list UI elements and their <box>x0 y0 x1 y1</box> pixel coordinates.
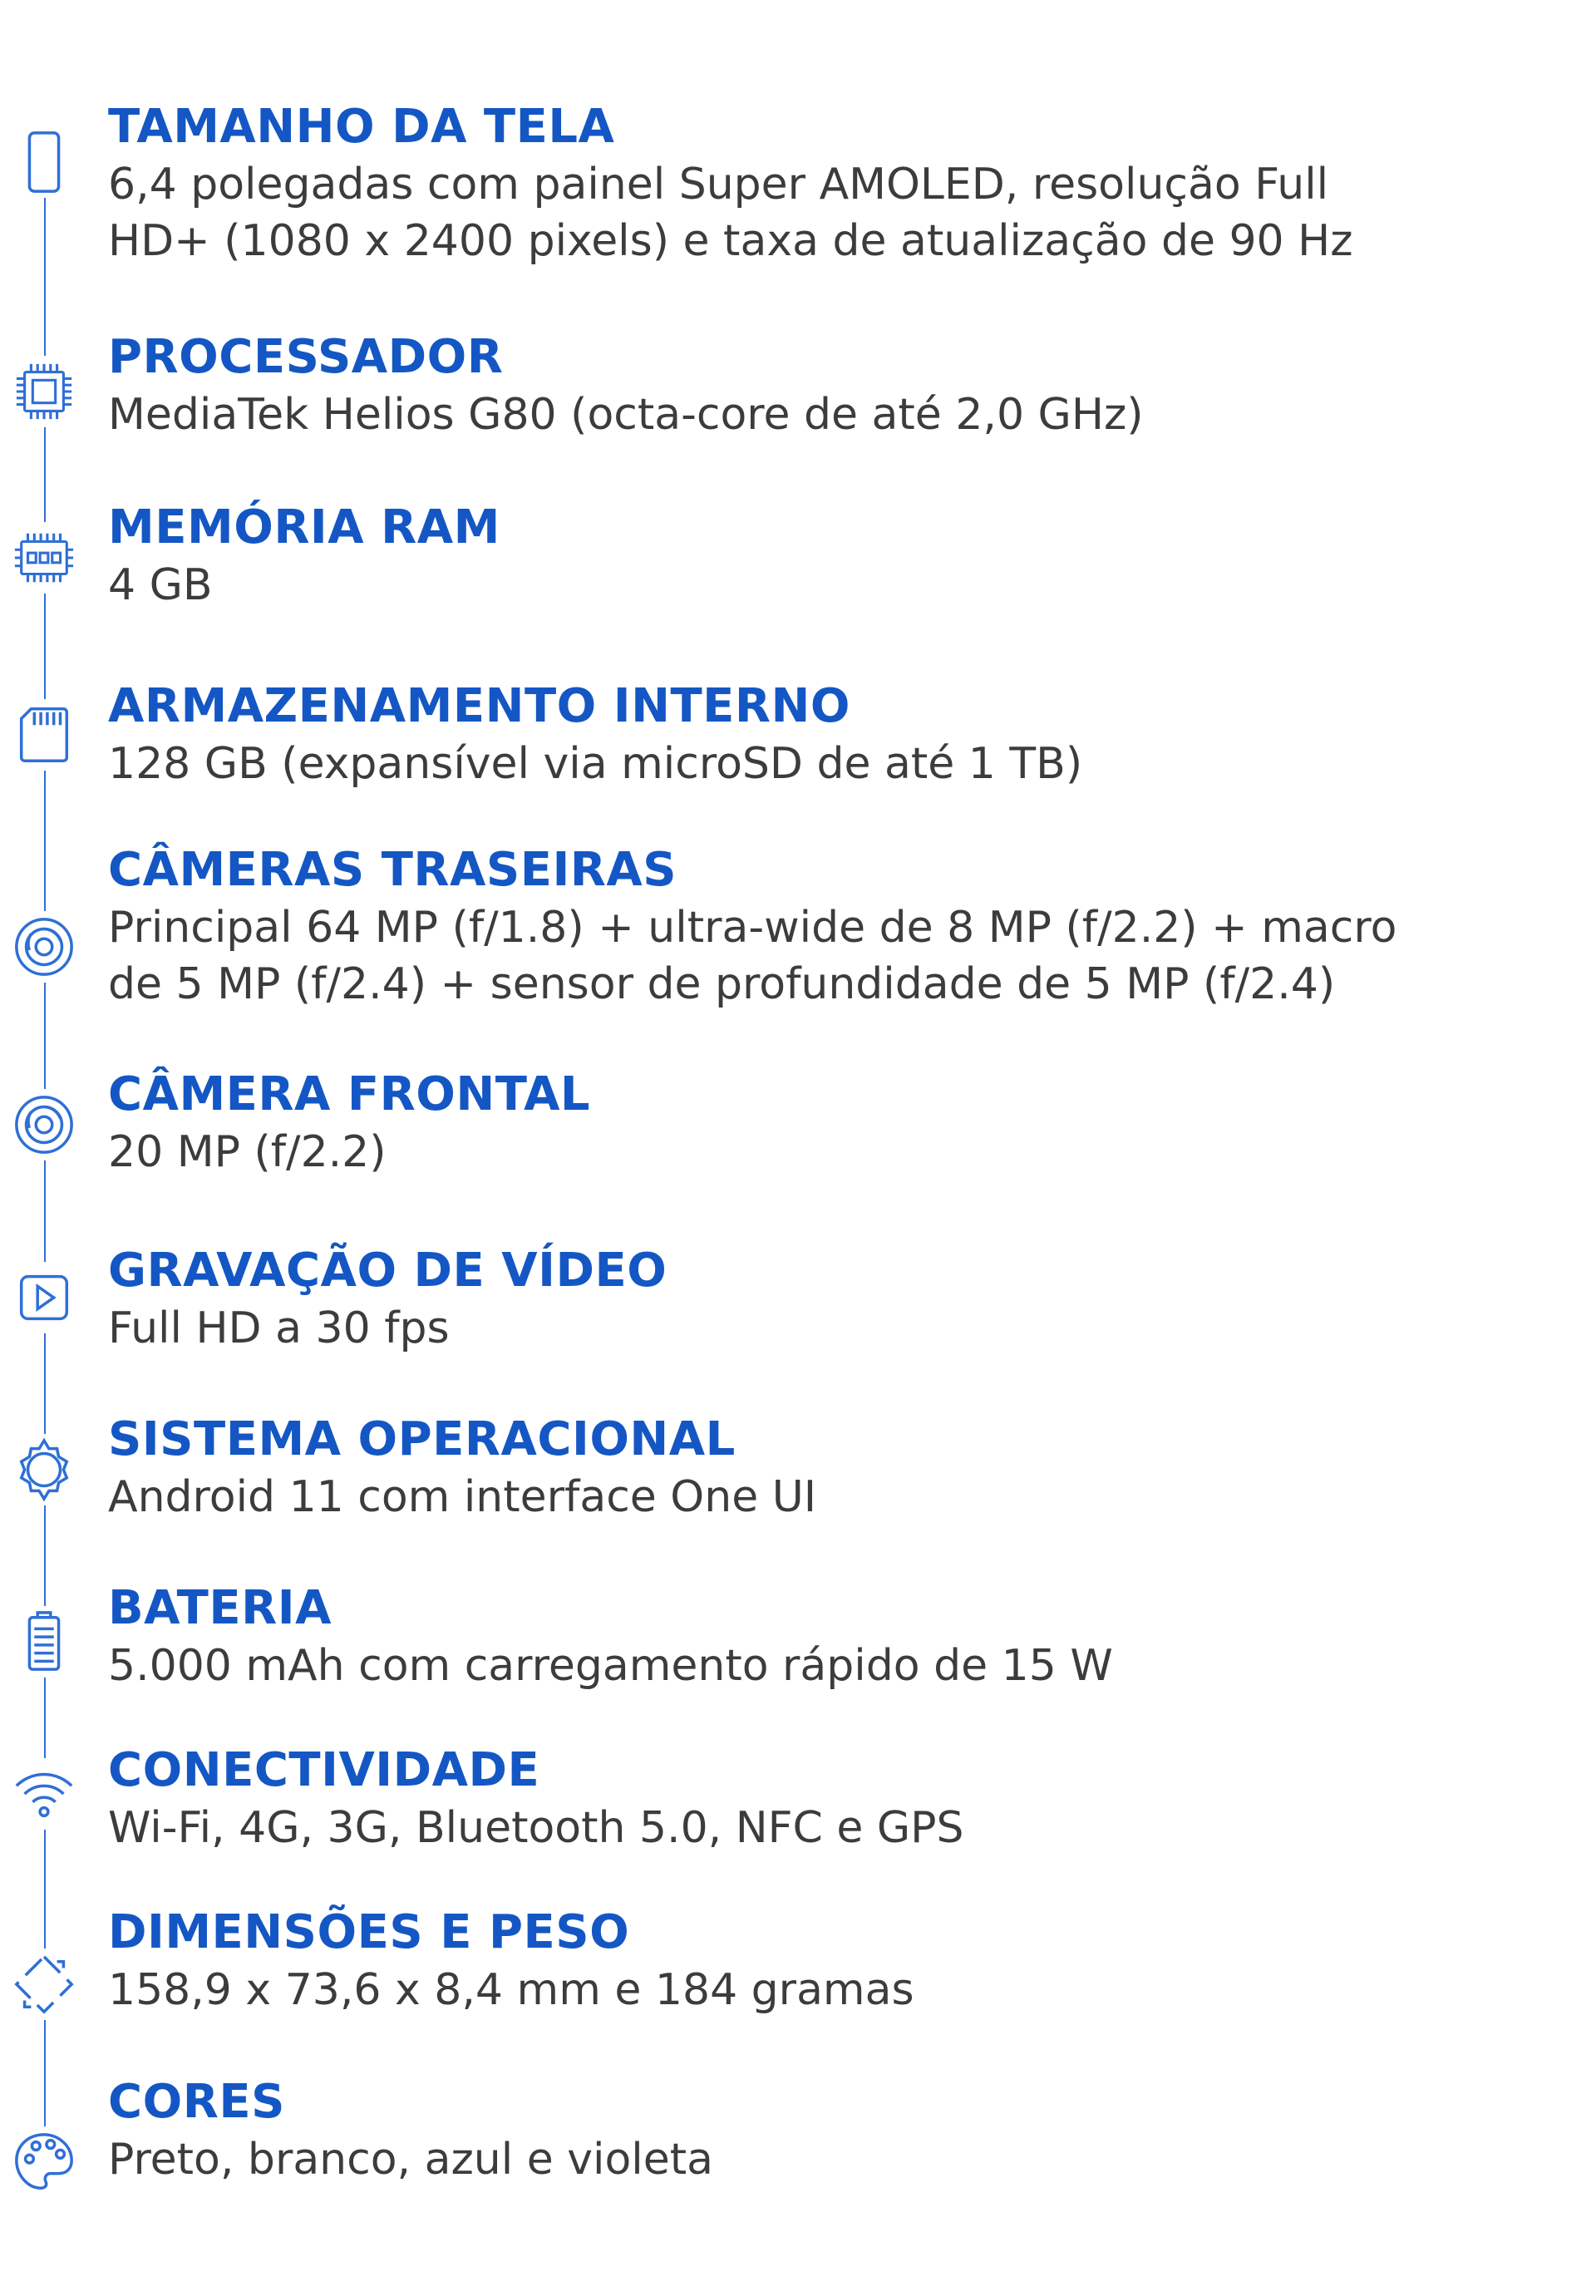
spec-title: MEMÓRIA RAM <box>108 500 500 554</box>
spec-description: 20 MP (f/2.2) <box>108 1127 387 1177</box>
spec-title: CÂMERAS TRASEIRAS <box>108 843 677 897</box>
camera-lens-icon <box>8 911 80 983</box>
timeline-line <box>44 158 47 2195</box>
spec-description: MediaTek Helios G80 (octa-core de até 2,0 GHz) <box>108 390 1144 440</box>
spec-description: Android 11 com interface One UI <box>108 1472 817 1522</box>
spec-description: 4 GB <box>108 560 213 610</box>
spec-title: DIMENSÕES E PESO <box>108 1905 630 1959</box>
spec-description: Wi-Fi, 4G, 3G, Bluetooth 5.0, NFC e GPS <box>108 1803 964 1853</box>
processor-chip-icon <box>8 356 80 427</box>
camera-lens-icon <box>8 1089 80 1160</box>
spec-title: PROCESSADOR <box>108 330 504 384</box>
spec-description: Preto, branco, azul e violeta <box>108 2135 713 2185</box>
gear-icon <box>8 1434 80 1505</box>
spec-description: 158,9 x 73,6 x 8,4 mm e 184 gramas <box>108 1965 914 2015</box>
ram-chip-icon <box>8 522 80 594</box>
spec-description: Full HD a 30 fps <box>108 1303 450 1353</box>
dimensions-arrows-icon <box>8 1949 80 2020</box>
spec-title: CONECTIVIDADE <box>108 1743 540 1797</box>
phone-screen-icon <box>8 126 80 198</box>
spec-title: TAMANHO DA TELA <box>108 100 615 154</box>
spec-title: GRAVAÇÃO DE VÍDEO <box>108 1244 667 1298</box>
spec-title: SISTEMA OPERACIONAL <box>108 1412 736 1466</box>
battery-icon <box>8 1606 80 1678</box>
spec-description: Principal 64 MP (f/1.8) + ultra-wide de 8 MP (f/2.2) + macro de 5 MP (f/2.4) + sensor de profundidade de 5 MP (f/2.4) <box>108 903 1397 1009</box>
spec-title: ARMAZENAMENTO INTERNO <box>108 679 850 733</box>
spec-title: CORES <box>108 2075 285 2129</box>
video-play-icon <box>8 1262 80 1333</box>
spec-title: CÂMERA FRONTAL <box>108 1067 591 1121</box>
spec-title: BATERIA <box>108 1581 332 1635</box>
wifi-icon <box>8 1758 80 1830</box>
spec-description: 128 GB (expansível via microSD de até 1 TB) <box>108 739 1083 789</box>
spec-description: 5.000 mAh com carregamento rápido de 15 W <box>108 1641 1113 1691</box>
spec-description: 6,4 polegadas com painel Super AMOLED, resolução Full HD+ (1080 x 2400 pixels) e taxa de atualização de 90 Hz <box>108 160 1353 266</box>
color-palette-icon <box>8 2126 80 2198</box>
sd-card-icon <box>8 699 80 771</box>
